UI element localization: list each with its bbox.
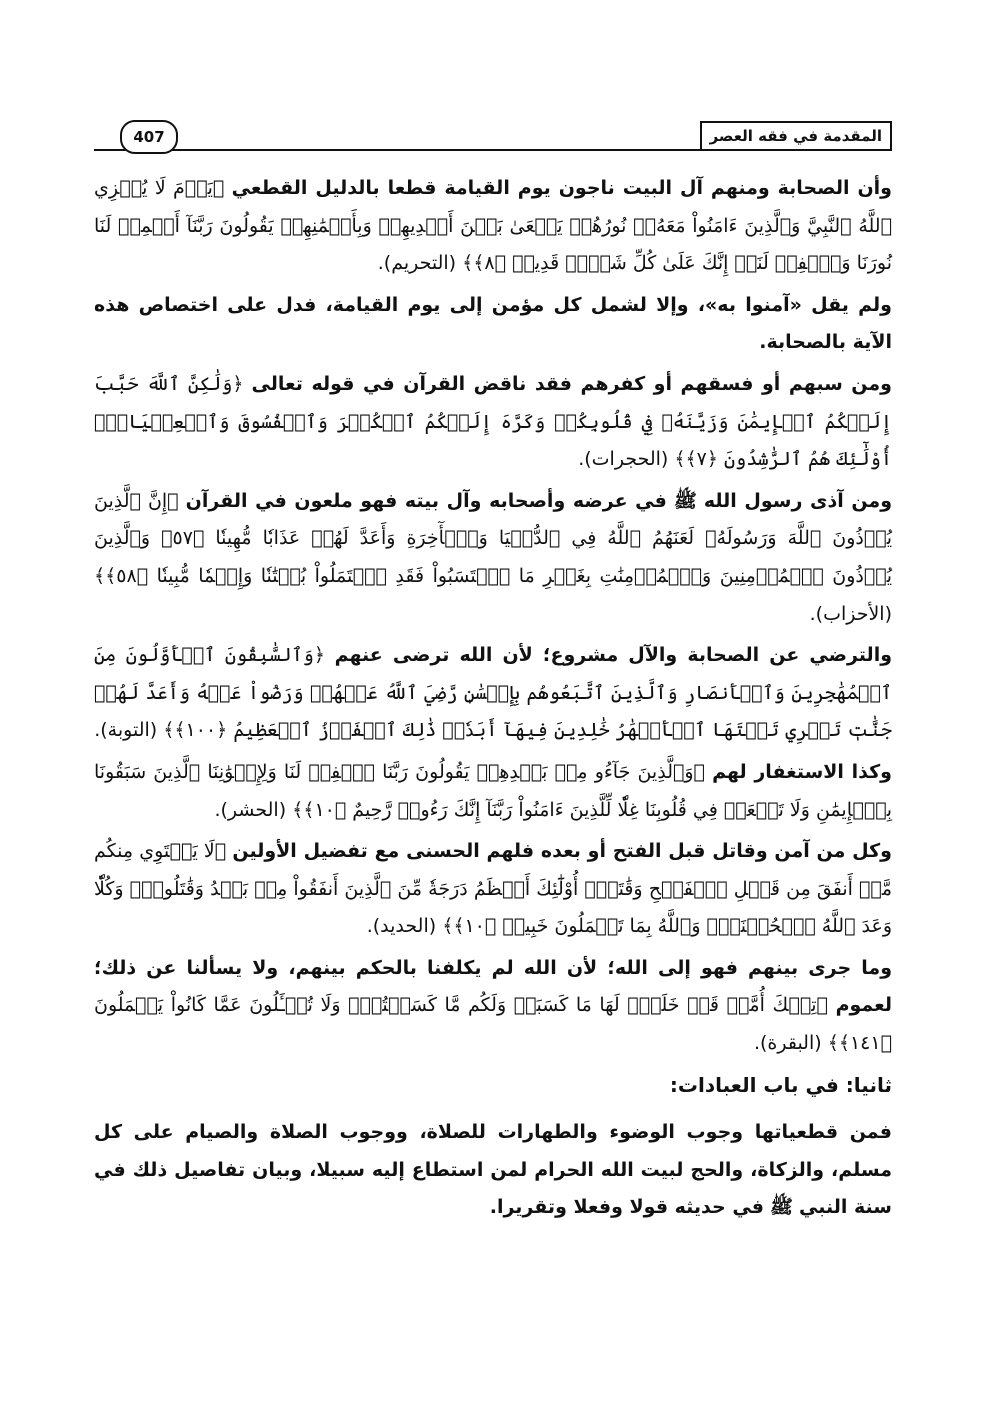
- paragraph-5: [94, 637, 892, 750]
- paragraph-2-text: ولم يقل «آمنوا به»، وإلا لشمل كل مؤمن إلى يوم القيامة، فدل على اختصاص هذه الآية بالصحابة.: [94, 293, 892, 354]
- paragraph-6-intro: وكذا الاستغفار لهم: [712, 760, 892, 783]
- paragraph-5-intro: والترضي عن الصحابة والآل مشروع؛ لأن الله ترضى عنهم: [334, 644, 893, 667]
- paragraph-3-intro: ومن سبهم أو فسقهم أو كفرهم فقد ناقض القرآن في قوله تعالى: [251, 372, 892, 395]
- paragraph-9: [94, 1114, 892, 1227]
- surah-reference-hashr: (الحشر).: [214, 798, 287, 821]
- paragraph-8-intro: وما جرى بينهم فهو إلى الله؛ لأن الله لم يكلفنا بالحكم بينهم، ولا يسألنا عن ذلك؛ لعموم: [94, 956, 892, 1017]
- paragraph-2: [94, 287, 892, 362]
- quran-verse-ahzab: ﴿إِنَّ ٱلَّذِينَ يُؤۡذُونَ ٱللَّهَ وَرَسُولَهُۥ لَعَنَهُمُ ٱللَّهُ فِي ٱلدُّنۡيَا وَٱلۡأٓخِرَةِ وَأَعَدَّ لَهُمۡ عَذَابٗا مُّهِينٗا ﴿٥٧﴾ وَٱلَّذِينَ يُؤۡذُونَ ٱلۡمُؤۡمِنِينَ وَٱلۡمُؤۡمِنَٰتِ بِغَيۡرِ مَا ٱكۡتَسَبُواْ فَقَدِ ٱحۡتَمَلُواْ بُهۡتَٰنٗا وَإِثۡمٗا مُّبِينٗا ﴿٥٨﴾﴾: [94, 489, 892, 587]
- surah-reference-hadid: (الحديد).: [366, 915, 437, 938]
- paragraph-4-intro-continued: في عرضه وأصحابه وآل بيته فهو ملعون في القرآن: [185, 489, 667, 512]
- page-header: [94, 117, 892, 151]
- quran-verse-baqara: ﴿تِلۡكَ أُمَّةٞ قَدۡ خَلَتۡۖ لَهَا مَا كَسَبَتۡ وَلَكُم مَّا كَسَبۡتُمۡۖ وَلَا تُسۡـَٔلُونَ عَمَّا كَانُواْ يَعۡمَلُونَ ﴿١٤١﴾﴾: [94, 994, 892, 1055]
- quran-verse-hujurat: ﴿وَلَٰكِنَّ ٱللَّهَ حَبَّبَ إِلَيۡكُمُ ٱلۡإِيمَٰنَ وَزَيَّنَهُۥ فِي قُلُوبِكُمۡ وَكَرَّهَ إِلَيۡكُمُ ٱلۡكُفۡرَ وَٱلۡفُسُوقَ وَٱلۡعِصۡيَانَۚ أُوْلَٰٓئِكَ هُمُ ٱلرَّٰشِدُونَ ﴿٧﴾﴾: [94, 372, 892, 471]
- paragraph-4: [94, 483, 892, 633]
- quran-verse-tawba: ﴿وَٱلسَّٰبِقُونَ ٱلۡأَوَّلُونَ مِنَ ٱلۡمُهَٰجِرِينَ وَٱلۡأَنصَارِ وَٱلَّذِينَ ٱتَّبَعُوهُم بِإِحۡسَٰنٖ رَّضِيَ ٱللَّهُ عَنۡهُمۡ وَرَضُواْ عَنۡهُ وَأَعَدَّ لَهُمۡ جَنَّٰتٖ تَجۡرِي تَحۡتَهَا ٱلۡأَنۡهَٰرُ خَٰلِدِينَ فِيهَآ أَبَدٗاۚ ذَٰلِكَ ٱلۡفَوۡزُ ٱلۡعَظِيمُ ﴿١٠٠﴾﴾: [94, 644, 892, 742]
- paragraph-8: [94, 950, 892, 1063]
- surah-reference-tahrim: (التحريم).: [377, 252, 457, 275]
- surah-reference-ahzab: (الأحزاب).: [809, 602, 892, 625]
- paragraph-6: [94, 754, 892, 829]
- section-heading: ثانيا: في باب العبادات:: [669, 1072, 892, 1097]
- paragraph-9-text-continued: في حديثه قولا وفعلا وتقريرا.: [489, 1196, 764, 1219]
- paragraph-1: [94, 170, 892, 283]
- book-title: المقدمة في فقه العصر: [700, 121, 892, 151]
- surah-reference-baqara: (البقرة).: [753, 1032, 822, 1055]
- quran-verse-hadid: ﴿لَا يَسۡتَوِي مِنكُم مَّنۡ أَنفَقَ مِن قَبۡلِ ٱلۡفَتۡحِ وَقَٰتَلَۚ أُوْلَٰٓئِكَ أَعۡظَمُ دَرَجَةٗ مِّنَ ٱلَّذِينَ أَنفَقُواْ مِنۢ بَعۡدُ وَقَٰتَلُواْۚ وَكُلّٗا وَعَدَ ٱللَّهُ ٱلۡحُسۡنَىٰۚ وَٱللَّهُ بِمَا تَعۡمَلُونَ خَبِيرٞ ﴿١٠﴾﴾: [94, 840, 892, 938]
- paragraph-1-intro: وأن الصحابة ومنهم آل البيت ناجون يوم القيامة قطعا بالدليل القطعي: [231, 177, 892, 199]
- salutation-symbol: ﷺ: [673, 489, 697, 512]
- paragraph-7-intro: وكل من آمن وقاتل قبل الفتح أو بعده فلهم الحسنى مع تفضيل الأولين: [232, 840, 892, 863]
- paragraph-9-text: فمن قطعياتها وجوب الوضوء والطهارات للصلاة، ووجوب الصلاة والصيام على كل مسلم، والزكاة، والحج لبيت الله الحرام لمن استطاع إليه سبيلا، وبيان تفاصيل ذلك في سنة النبي: [94, 1121, 892, 1219]
- quran-verse-tahrim: ﴿يَوۡمَ لَا يُخۡزِي ٱللَّهُ ٱلنَّبِيَّ وَٱلَّذِينَ ءَامَنُواْ مَعَهُۥۖ نُورُهُمۡ يَسۡعَىٰ بَيۡنَ أَيۡدِيهِمۡ وَبِأَيۡمَٰنِهِمۡ يَقُولُونَ رَبَّنَآ أَتۡمِمۡ لَنَا نُورَنَا وَٱغۡفِرۡ لَنَآۖ إِنَّكَ عَلَىٰ كُلِّ شَيۡءٖ قَدِيرٞ ﴿٨﴾﴾: [94, 177, 892, 275]
- salutation-symbol-2: ﷺ: [770, 1196, 793, 1219]
- paragraph-3: [94, 366, 892, 479]
- paragraph-4-intro: ومن آذى رسول الله: [703, 489, 893, 512]
- quran-verse-hashr: ﴿وَٱلَّذِينَ جَآءُو مِنۢ بَعۡدِهِمۡ يَقُولُونَ رَبَّنَا ٱغۡفِرۡ لَنَا وَلِإِخۡوَٰنِنَا ٱلَّذِينَ سَبَقُونَا بِٱلۡإِيمَٰنِ وَلَا تَجۡعَلۡ فِي قُلُوبِنَا غِلّٗا لِّلَّذِينَ ءَامَنُواْ رَبَّنَآ إِنَّكَ رَءُوفٞ رَّحِيمٌ ﴿١٠﴾﴾: [94, 760, 892, 821]
- paragraph-7: [94, 833, 892, 946]
- page-number: 407: [120, 120, 178, 154]
- surah-reference-tawba: (التوبة).: [94, 719, 158, 742]
- surah-reference-hujurat: (الحجرات).: [578, 448, 669, 471]
- page-body: [94, 170, 892, 1231]
